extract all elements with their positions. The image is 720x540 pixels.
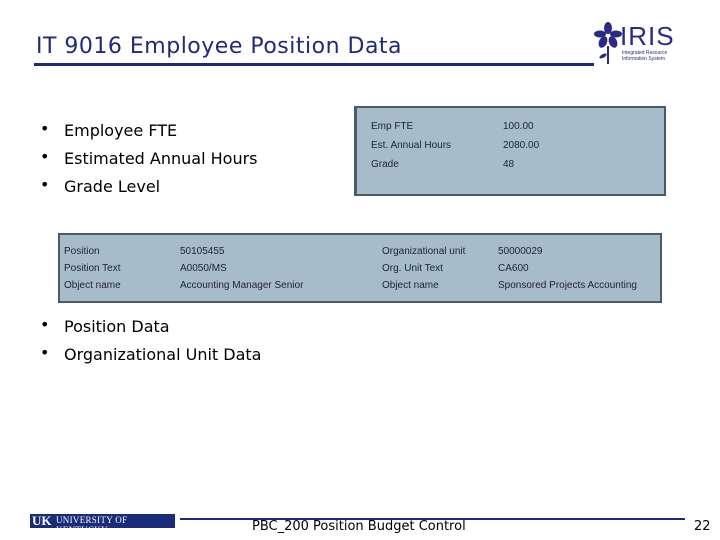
bullet-icon: •	[40, 315, 50, 334]
org-label: Organizational unit	[382, 246, 466, 257]
university-logo-mark: UK	[32, 513, 52, 528]
fte-value: 48	[503, 159, 515, 170]
page-number: 22	[694, 519, 711, 534]
bullet-icon: •	[40, 119, 50, 138]
footer-course-title: PBC_200 Position Budget Control	[252, 519, 466, 534]
org-value: 50000029	[498, 246, 543, 257]
position-value: 50105455	[180, 246, 225, 257]
fte-screenshot-panel	[354, 106, 666, 196]
org-value: Sponsored Projects Accounting	[498, 280, 637, 291]
fte-value: 100.00	[503, 121, 534, 132]
bullet-icon: •	[40, 343, 50, 362]
fte-row	[371, 118, 661, 136]
position-row	[64, 277, 658, 295]
fte-row	[371, 137, 661, 155]
fte-label: Est. Annual Hours	[371, 140, 452, 151]
position-value: A0050/MS	[180, 263, 227, 274]
bullet-item: • Grade Level	[40, 173, 258, 201]
position-screenshot-panel	[58, 233, 662, 303]
position-row	[64, 243, 658, 261]
fte-value: 2080.00	[503, 140, 540, 151]
bullet-item: • Position Data	[40, 313, 261, 341]
fte-label: Emp FTE	[371, 121, 414, 132]
position-value: Accounting Manager Senior	[180, 280, 304, 291]
org-label: Object name	[382, 280, 439, 291]
iris-flower-icon	[594, 22, 622, 66]
iris-logo-name: IRIS	[620, 21, 675, 51]
bullet-item: • Employee FTE	[40, 117, 258, 145]
bullet-list-top	[40, 117, 258, 201]
org-value: CA600	[498, 263, 529, 274]
position-label: Position Text	[64, 263, 121, 274]
bullet-item: • Estimated Annual Hours	[40, 145, 258, 173]
fte-label: Grade	[371, 159, 399, 170]
position-label: Object name	[64, 280, 121, 291]
fte-row	[371, 156, 661, 174]
university-name: UNIVERSITY OF KENTUCKY	[56, 515, 128, 535]
position-row	[64, 260, 658, 278]
bullet-icon: •	[40, 147, 50, 166]
org-label: Org. Unit Text	[382, 263, 443, 274]
slide-title: IT 9016 Employee Position Data	[36, 34, 403, 59]
iris-logo-subtitle: Integrated Resource Information System	[622, 50, 668, 62]
title-underline	[34, 63, 594, 66]
bullet-list-bottom	[40, 313, 261, 369]
bullet-icon: •	[40, 175, 50, 194]
position-label: Position	[64, 246, 100, 257]
university-logo	[30, 513, 175, 535]
bullet-item: • Organizational Unit Data	[40, 341, 261, 369]
iris-logo	[594, 22, 674, 68]
